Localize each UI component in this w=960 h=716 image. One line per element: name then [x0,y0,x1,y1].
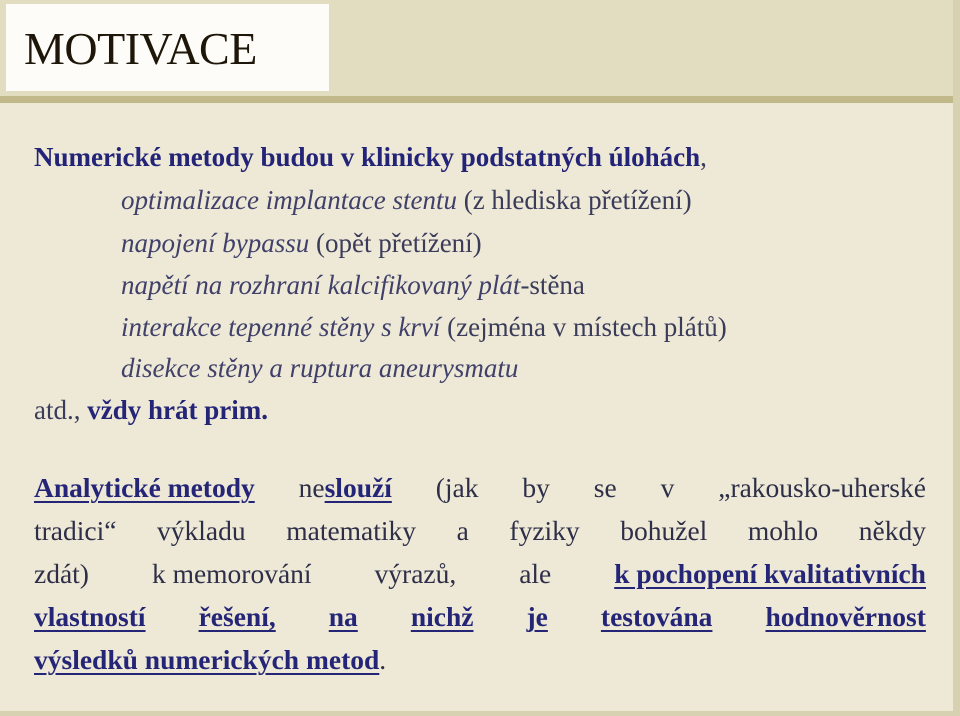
title-divider-band [0,96,960,103]
bottom-border [0,711,960,716]
paragraph-line: výsledků numerických metod . [34,644,387,675]
right-border [953,0,960,716]
intro-heading-line: Numerické metody budou v klinicky podstatných úlohách, [34,142,707,172]
intro-heading: Numerické metody budou v klinicky podstatných úlohách [34,142,701,172]
title-box [6,4,329,91]
paragraph-line: tradici“ výkladu matematiky a fyziky bohužel mohlo někdy [34,515,926,546]
analytic-paragraph [34,466,926,681]
slide-title: MOTIVACE [24,23,257,74]
list-item: interakce tepenné stěny s krví (zejména v místech plátů) [121,312,727,342]
paragraph-line: Analytické metody neslouží (jak by se v „rakousko-uherské [34,472,926,503]
list-item: napětí na rozhraní kalcifikovaný plát-stěna [121,270,585,300]
list-item: disekce stěny a ruptura aneurysmatu [121,353,519,383]
paragraph-line: zdát) k memorování výrazů, ale k pochopení kvalitativních [34,558,926,589]
list-item: napojení bypassu (opět přetížení) [121,228,482,258]
intro-closing: atd., vždy hrát prim. [34,395,268,425]
list-item: optimalizace implantace stentu (z hlediska přetížení) [121,185,692,215]
paragraph-line: vlastností řešení, na nichž je testována hodnověrnost [34,601,926,632]
